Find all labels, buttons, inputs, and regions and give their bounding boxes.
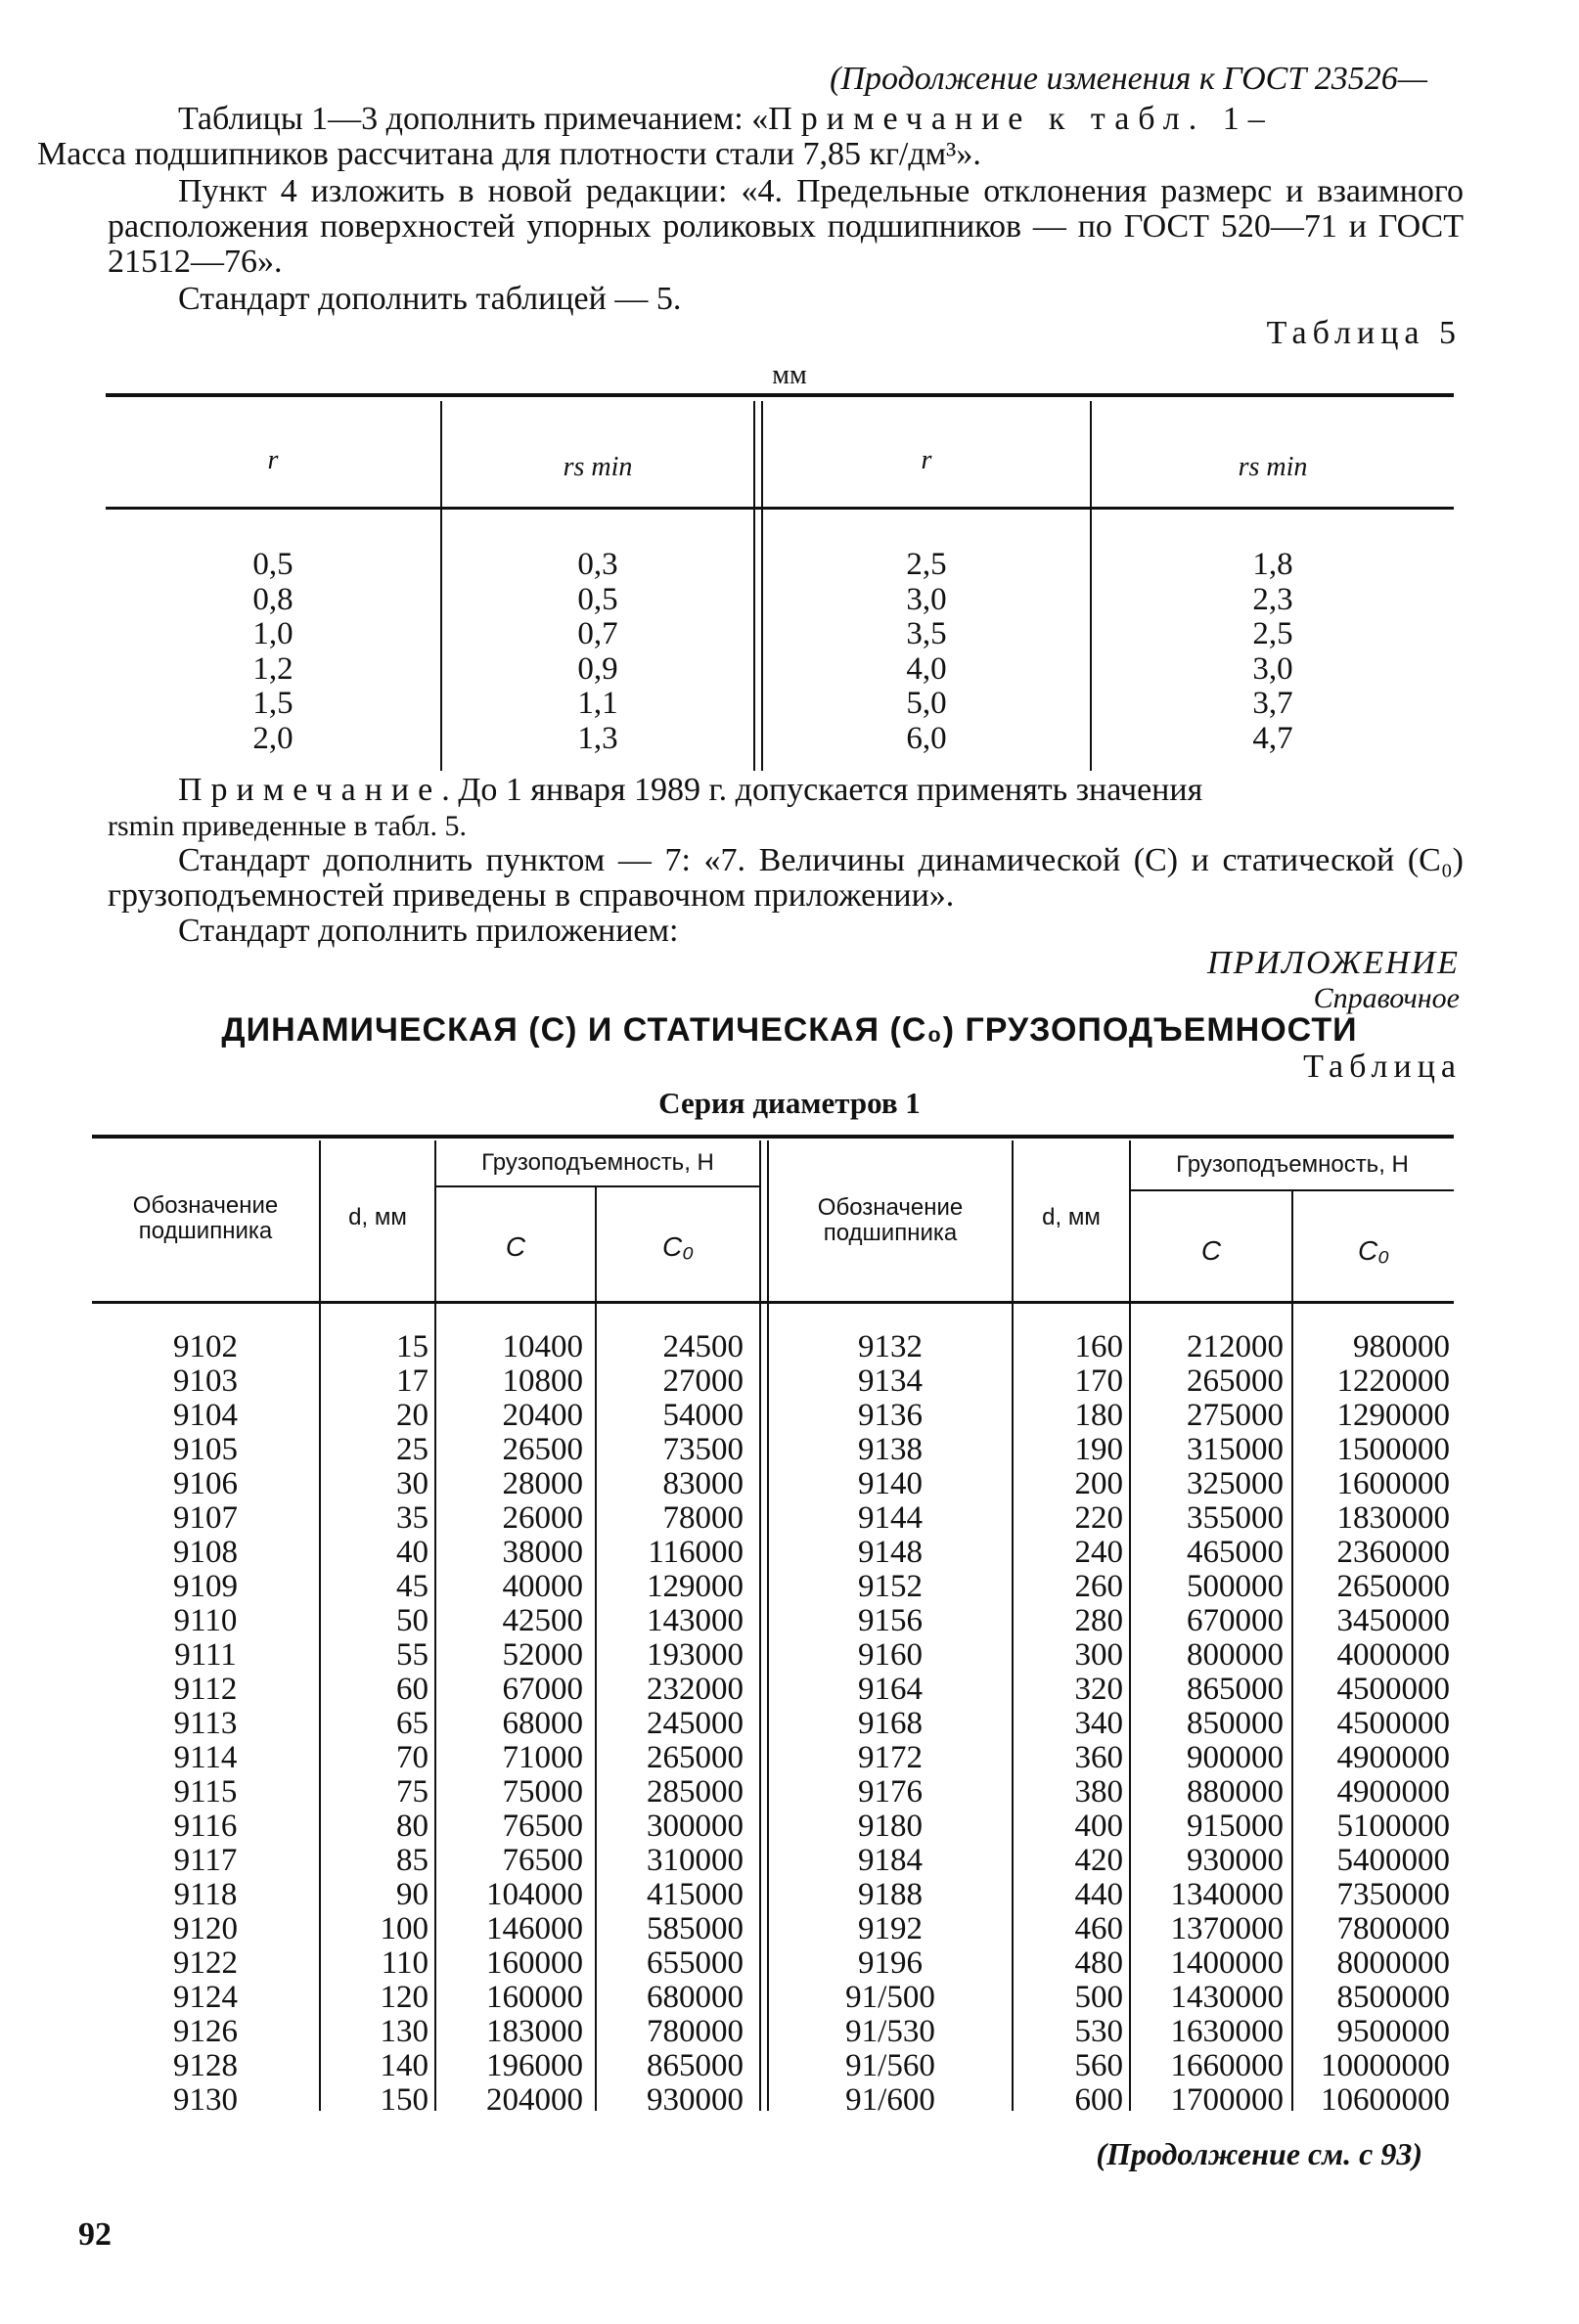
table-5-header-rule xyxy=(106,507,1454,510)
bt-cell: 10800 xyxy=(502,1363,583,1399)
table-5-cell: 1,2 xyxy=(252,650,293,687)
bt-cell: 1370000 xyxy=(1170,1911,1284,1946)
bt-cell: 110 xyxy=(381,1945,429,1981)
appendix-label: ПРИЛОЖЕНИЕ xyxy=(1207,945,1460,981)
bt-cell: 150 xyxy=(380,2082,429,2118)
bt-cell: 26500 xyxy=(502,1432,583,1467)
bt-cell: 78000 xyxy=(662,1500,744,1536)
table-5-column-2 xyxy=(442,548,753,756)
bt-cell: 9144 xyxy=(858,1500,923,1536)
note-label: Примечание xyxy=(178,772,442,808)
appendix-title: ДИНАМИЧЕСКАЯ (С) И СТАТИЧЕСКАЯ (С₀) ГРУЗОПОДЪЕМНОСТИ xyxy=(221,1011,1358,1049)
bt-cell: 120 xyxy=(380,1980,429,2015)
bt-cell: 140 xyxy=(380,2048,429,2083)
bt-cell: 415000 xyxy=(647,1877,744,1912)
continuation-note: (Продолжение см. с 93) xyxy=(1096,2136,1422,2171)
bt-column-left-designation xyxy=(92,1330,319,2118)
table-5-column-4 xyxy=(1092,548,1454,756)
bt-cell: 91/560 xyxy=(845,2048,935,2083)
table-5-cell: 1,5 xyxy=(252,686,293,721)
table-5-cell: 0,8 xyxy=(252,581,293,617)
bt-header-c-left: C xyxy=(505,1231,526,1262)
bt-vline-4a xyxy=(759,1140,761,2111)
bt-cell: 76500 xyxy=(502,1809,583,1844)
bt-cell: 265000 xyxy=(647,1740,744,1775)
paragraph-tables-note xyxy=(37,101,1464,172)
table-5-cell: 2,5 xyxy=(1252,616,1293,651)
bt-cell: 65 xyxy=(396,1706,429,1741)
bt-cell: 9196 xyxy=(858,1945,923,1981)
bt-column-left-c xyxy=(436,1330,583,2118)
bt-cell: 130 xyxy=(380,2014,429,2049)
bt-cell: 9136 xyxy=(858,1398,923,1433)
bt-cell: 25 xyxy=(396,1432,429,1467)
bt-cell: 104000 xyxy=(486,1877,583,1912)
table-5-cell: 4,0 xyxy=(906,650,947,687)
bt-cell: 9109 xyxy=(173,1569,238,1604)
capacity-left-subrule xyxy=(436,1185,759,1187)
bt-cell: 204000 xyxy=(486,2082,583,2118)
bt-cell: 9116 xyxy=(173,1809,238,1844)
bt-cell: 76500 xyxy=(502,1843,583,1878)
bt-cell: 4900000 xyxy=(1336,1740,1450,1775)
bt-cell: 42500 xyxy=(502,1603,583,1638)
bt-cell: 50 xyxy=(396,1603,429,1638)
bt-cell: 420 xyxy=(1074,1843,1123,1878)
series-title: Серия диаметров 1 xyxy=(658,1086,921,1120)
p1-text-c: к табл. 1– xyxy=(1031,101,1274,137)
bt-cell: 9192 xyxy=(858,1911,923,1946)
bt-cell: 655000 xyxy=(647,1945,744,1981)
bt-cell: 8000000 xyxy=(1336,1945,1450,1981)
bt-cell: 265000 xyxy=(1187,1363,1284,1399)
bt-cell: 100 xyxy=(380,1911,429,1946)
bt-cell: 200 xyxy=(1074,1466,1123,1501)
bt-header-capacity-left: Грузоподъемность, Н xyxy=(481,1149,714,1176)
bt-cell: 260 xyxy=(1074,1569,1123,1604)
bt-cell: 1700000 xyxy=(1170,2082,1284,2118)
bt-cell: 9115 xyxy=(173,1774,238,1810)
bt-cell: 315000 xyxy=(1187,1432,1284,1467)
table-5-cell: 0,9 xyxy=(577,650,618,687)
bt-cell: 2360000 xyxy=(1336,1535,1450,1570)
bt-cell: 9110 xyxy=(173,1603,238,1638)
bt-cell: 850000 xyxy=(1187,1706,1284,1741)
paragraph-item-7: Стандарт дополнить пунктом — 7: «7. Величины динамической (С) и статической (С₀) грузоподъемностей приведены в справочном приложении». xyxy=(108,842,1464,914)
table-5-cell: 0,5 xyxy=(577,581,618,617)
table-5-vline-2a xyxy=(753,401,755,771)
bt-cell: 355000 xyxy=(1187,1500,1284,1536)
table-5-note xyxy=(108,773,1464,844)
table-5-cell: 3,0 xyxy=(1252,650,1293,687)
bt-cell: 930000 xyxy=(1187,1843,1284,1878)
table-5-cell: 2,5 xyxy=(906,547,947,582)
bt-cell: 54000 xyxy=(662,1398,744,1433)
bt-cell: 20 xyxy=(396,1398,429,1433)
bt-column-right-c0 xyxy=(1293,1330,1450,2118)
table-5-header-r-2: r xyxy=(921,445,932,475)
bt-cell: 71000 xyxy=(502,1740,583,1775)
bt-cell: 1830000 xyxy=(1336,1500,1450,1536)
bt-cell: 9104 xyxy=(173,1398,238,1433)
table-5-cell: 3,5 xyxy=(906,616,947,651)
bt-cell: 83000 xyxy=(662,1466,744,1501)
bt-cell: 1340000 xyxy=(1170,1877,1284,1912)
table-5-cell: 6,0 xyxy=(906,720,947,756)
bt-cell: 9176 xyxy=(858,1774,923,1810)
bt-cell: 680000 xyxy=(647,1980,744,2015)
paragraph-table-5-intro: Стандарт дополнить таблицей — 5. xyxy=(178,281,682,317)
bt-column-left-c0 xyxy=(597,1330,744,2118)
bt-cell: 780000 xyxy=(647,2014,744,2049)
bt-header-d-left: d, мм xyxy=(348,1204,407,1230)
bt-cell: 143000 xyxy=(647,1603,744,1638)
bt-cell: 190 xyxy=(1074,1432,1123,1467)
bt-cell: 9114 xyxy=(173,1740,238,1775)
bt-cell: 3450000 xyxy=(1336,1603,1450,1638)
bt-cell: 440 xyxy=(1074,1877,1123,1912)
bt-header-designation-left: Обозначение подшипника xyxy=(132,1192,279,1244)
bt-header-capacity-right: Грузоподъемность, Н xyxy=(1176,1151,1409,1178)
appendix-sublabel: Справочное xyxy=(1313,982,1460,1014)
bt-cell: 9122 xyxy=(173,1945,238,1981)
bt-cell: 9103 xyxy=(173,1363,238,1399)
bt-cell: 5100000 xyxy=(1336,1809,1450,1844)
bt-cell: 9188 xyxy=(858,1877,923,1912)
bt-cell: 310000 xyxy=(647,1843,744,1878)
table-5-header-rsmin-2: rs min xyxy=(1238,452,1308,482)
bt-cell: 60 xyxy=(396,1672,429,1707)
table-5-column-1 xyxy=(106,548,440,756)
bt-cell: 1430000 xyxy=(1170,1980,1284,2015)
bt-cell: 91/530 xyxy=(845,2014,935,2049)
table-5-header-rsmin: rs min xyxy=(563,452,633,482)
bt-cell: 245000 xyxy=(647,1706,744,1741)
bt-cell: 73500 xyxy=(662,1432,744,1467)
bt-cell: 17 xyxy=(396,1363,429,1399)
note-text: . До 1 января 1989 г. допускается применять значения xyxy=(441,772,1203,808)
bt-header-c-right: C xyxy=(1200,1235,1222,1266)
bt-cell: 300000 xyxy=(647,1809,744,1844)
bt-header-d-right: d, мм xyxy=(1042,1204,1101,1230)
bt-cell: 9184 xyxy=(858,1843,923,1878)
table-5-cell: 2,3 xyxy=(1252,581,1293,617)
bt-cell: 160000 xyxy=(486,1980,583,2015)
bt-cell: 340 xyxy=(1074,1706,1123,1741)
note-text-2: rsmin приведенные в табл. 5. xyxy=(108,810,467,842)
bt-cell: 9118 xyxy=(173,1877,238,1912)
bt-cell: 180 xyxy=(1074,1398,1123,1433)
bt-cell: 80 xyxy=(396,1809,429,1844)
bt-cell: 500000 xyxy=(1187,1569,1284,1604)
bt-cell: 325000 xyxy=(1187,1466,1284,1501)
bt-cell: 220 xyxy=(1074,1500,1123,1536)
bt-cell: 1290000 xyxy=(1336,1398,1450,1433)
bt-cell: 20400 xyxy=(502,1398,583,1433)
bt-cell: 670000 xyxy=(1187,1603,1284,1638)
bt-cell: 129000 xyxy=(647,1569,744,1604)
table-5-cell: 1,3 xyxy=(577,720,618,756)
bt-column-right-d xyxy=(1014,1330,1123,2118)
page-number: 92 xyxy=(78,2216,112,2253)
bt-cell: 7800000 xyxy=(1336,1911,1450,1946)
bt-cell: 800000 xyxy=(1187,1637,1284,1673)
bt-cell: 28000 xyxy=(502,1466,583,1501)
table-5-units: мм xyxy=(772,360,807,390)
table-5-cell: 5,0 xyxy=(906,686,947,721)
bt-cell: 160 xyxy=(1074,1329,1123,1364)
bt-cell: 10400 xyxy=(502,1329,583,1364)
bt-header-c0-left: C₀ xyxy=(661,1231,695,1262)
bt-cell: 460 xyxy=(1074,1911,1123,1946)
bt-cell: 146000 xyxy=(486,1911,583,1946)
bt-cell: 90 xyxy=(396,1877,429,1912)
table-5-cell: 0,7 xyxy=(577,616,618,651)
bt-cell: 560 xyxy=(1074,2048,1123,2083)
bt-header-designation-right: Обозначение подшипника xyxy=(817,1194,964,1246)
bt-cell: 9156 xyxy=(858,1603,923,1638)
bt-cell: 52000 xyxy=(502,1637,583,1673)
table-5-cell: 0,5 xyxy=(252,547,293,582)
bt-cell: 30 xyxy=(396,1466,429,1501)
bt-cell: 865000 xyxy=(1187,1672,1284,1707)
bt-cell: 275000 xyxy=(1187,1398,1284,1433)
bt-cell: 160000 xyxy=(486,1945,583,1981)
bt-cell: 400 xyxy=(1074,1809,1123,1844)
bt-cell: 9132 xyxy=(858,1329,923,1364)
bt-cell: 9180 xyxy=(858,1809,923,1844)
bt-cell: 9107 xyxy=(173,1500,238,1536)
bt-cell: 900000 xyxy=(1187,1740,1284,1775)
p1-text-a: Таблицы 1—3 дополнить примечанием: « xyxy=(178,101,769,137)
bt-cell: 75000 xyxy=(502,1774,583,1810)
table-5-cell: 0,3 xyxy=(577,547,618,582)
paragraph-item-4: Пункт 4 изложить в новой редакции: «4. Предельные отклонения размерс и взаимного расположения поверхностей упорных роликовых подшипников — по ГОСТ 520—71 и ГОСТ 21512—76». xyxy=(108,173,1464,280)
bt-cell: 9105 xyxy=(173,1432,238,1467)
bt-cell: 240 xyxy=(1074,1535,1123,1570)
bt-cell: 380 xyxy=(1074,1774,1123,1810)
bt-cell: 35 xyxy=(396,1500,429,1536)
bt-cell: 212000 xyxy=(1187,1329,1284,1364)
bt-cell: 9172 xyxy=(858,1740,923,1775)
bt-cell: 1630000 xyxy=(1170,2014,1284,2049)
bt-cell: 9500000 xyxy=(1336,2014,1450,2049)
bt-cell: 1220000 xyxy=(1336,1363,1450,1399)
bt-cell: 40000 xyxy=(502,1569,583,1604)
table-5-cell: 1,1 xyxy=(577,686,618,721)
bt-cell: 280 xyxy=(1074,1603,1123,1638)
big-table-header-rule xyxy=(92,1301,1454,1304)
p1-text-d: Масса подшипников рассчитана для плотности стали 7,85 кг/дм³». xyxy=(37,136,981,172)
bt-cell: 9112 xyxy=(173,1672,238,1707)
bt-cell: 9168 xyxy=(858,1706,923,1741)
bt-cell: 10000000 xyxy=(1321,2048,1450,2083)
bt-cell: 7350000 xyxy=(1336,1877,1450,1912)
table-5-column-3 xyxy=(763,548,1090,756)
bt-cell: 1400000 xyxy=(1170,1945,1284,1981)
bt-cell: 9106 xyxy=(173,1466,238,1501)
bt-cell: 500 xyxy=(1074,1980,1123,2015)
bt-cell: 320 xyxy=(1074,1672,1123,1707)
bt-cell: 2650000 xyxy=(1336,1569,1450,1604)
bt-cell: 170 xyxy=(1074,1363,1123,1399)
big-table-top-rule xyxy=(92,1135,1454,1139)
table-5-title: Таблица 5 xyxy=(1266,315,1462,351)
bt-cell: 9120 xyxy=(173,1911,238,1946)
bt-cell: 40 xyxy=(396,1535,429,1570)
table-5-cell: 2,0 xyxy=(252,720,293,756)
bt-cell: 9102 xyxy=(173,1329,238,1364)
bt-cell: 600 xyxy=(1074,2082,1123,2118)
running-header: (Продолжение изменения к ГОСТ 23526— xyxy=(830,61,1427,97)
bt-cell: 116000 xyxy=(648,1535,744,1570)
bt-cell: 9138 xyxy=(858,1432,923,1467)
bt-cell: 300 xyxy=(1074,1637,1123,1673)
bt-cell: 67000 xyxy=(502,1672,583,1707)
table-5-top-rule xyxy=(106,393,1454,397)
bt-cell: 980000 xyxy=(1353,1329,1450,1364)
bt-cell: 8500000 xyxy=(1336,1980,1450,2015)
bt-cell: 530 xyxy=(1074,2014,1123,2049)
bt-cell: 9140 xyxy=(858,1466,923,1501)
table-5-cell: 1,8 xyxy=(1252,547,1293,582)
bt-cell: 9126 xyxy=(173,2014,238,2049)
bt-cell: 15 xyxy=(396,1329,429,1364)
bt-cell: 360 xyxy=(1074,1740,1123,1775)
bt-cell: 585000 xyxy=(647,1911,744,1946)
p1-spaced-word: Примечание xyxy=(768,101,1032,137)
bt-cell: 1660000 xyxy=(1170,2048,1284,2083)
bt-cell: 1500000 xyxy=(1336,1432,1450,1467)
bt-cell: 9160 xyxy=(858,1637,923,1673)
paragraph-appendix-intro: Стандарт дополнить приложением: xyxy=(178,913,679,949)
bt-column-right-designation xyxy=(769,1330,1012,2118)
bt-cell: 1600000 xyxy=(1336,1466,1450,1501)
bt-column-right-c xyxy=(1131,1330,1284,2118)
table-5-cell: 3,7 xyxy=(1252,686,1293,721)
bt-cell: 68000 xyxy=(502,1706,583,1741)
bt-cell: 285000 xyxy=(647,1774,744,1810)
bt-cell: 91/600 xyxy=(845,2082,935,2118)
bt-cell: 45 xyxy=(396,1569,429,1604)
bt-cell: 26000 xyxy=(502,1500,583,1536)
bt-cell: 4900000 xyxy=(1336,1774,1450,1810)
bt-cell: 9113 xyxy=(173,1706,238,1741)
bt-cell: 465000 xyxy=(1187,1535,1284,1570)
bt-cell: 4500000 xyxy=(1336,1672,1450,1707)
bt-cell: 55 xyxy=(396,1637,429,1673)
bt-cell: 9152 xyxy=(858,1569,923,1604)
bt-cell: 24500 xyxy=(662,1329,744,1364)
bt-cell: 183000 xyxy=(486,2014,583,2049)
bt-cell: 4000000 xyxy=(1336,1637,1450,1673)
bt-column-left-d xyxy=(321,1330,429,2118)
bt-cell: 38000 xyxy=(502,1535,583,1570)
bt-cell: 196000 xyxy=(486,2048,583,2083)
table-5-cell: 3,0 xyxy=(906,581,947,617)
bt-cell: 9130 xyxy=(173,2082,238,2118)
appendix-table-label: Таблица xyxy=(1303,1049,1462,1085)
bt-cell: 70 xyxy=(396,1740,429,1775)
bt-cell: 9128 xyxy=(173,2048,238,2083)
bt-cell: 91/500 xyxy=(845,1980,935,2015)
bt-cell: 193000 xyxy=(647,1637,744,1673)
bt-cell: 480 xyxy=(1074,1945,1123,1981)
bt-cell: 4500000 xyxy=(1336,1706,1450,1741)
bt-cell: 75 xyxy=(396,1774,429,1810)
bt-cell: 9134 xyxy=(858,1363,923,1399)
bt-header-c0-right: C₀ xyxy=(1357,1235,1390,1266)
bt-cell: 9117 xyxy=(173,1843,238,1878)
bt-cell: 880000 xyxy=(1187,1774,1284,1810)
table-5-cell: 1,0 xyxy=(252,616,293,651)
bt-cell: 85 xyxy=(396,1843,429,1878)
bt-cell: 10600000 xyxy=(1321,2082,1450,2118)
table-5-header-r: r xyxy=(267,445,279,475)
bt-cell: 9148 xyxy=(858,1535,923,1570)
bt-cell: 865000 xyxy=(647,2048,744,2083)
bt-cell: 930000 xyxy=(647,2082,744,2118)
bt-cell: 9124 xyxy=(173,1980,238,2015)
bt-cell: 915000 xyxy=(1187,1809,1284,1844)
bt-cell: 9111 xyxy=(174,1637,237,1673)
bt-cell: 232000 xyxy=(647,1672,744,1707)
bt-cell: 9108 xyxy=(173,1535,238,1570)
bt-cell: 27000 xyxy=(662,1363,744,1399)
table-5-cell: 4,7 xyxy=(1252,720,1293,756)
bt-cell: 5400000 xyxy=(1336,1843,1450,1878)
bt-cell: 9164 xyxy=(858,1672,923,1707)
